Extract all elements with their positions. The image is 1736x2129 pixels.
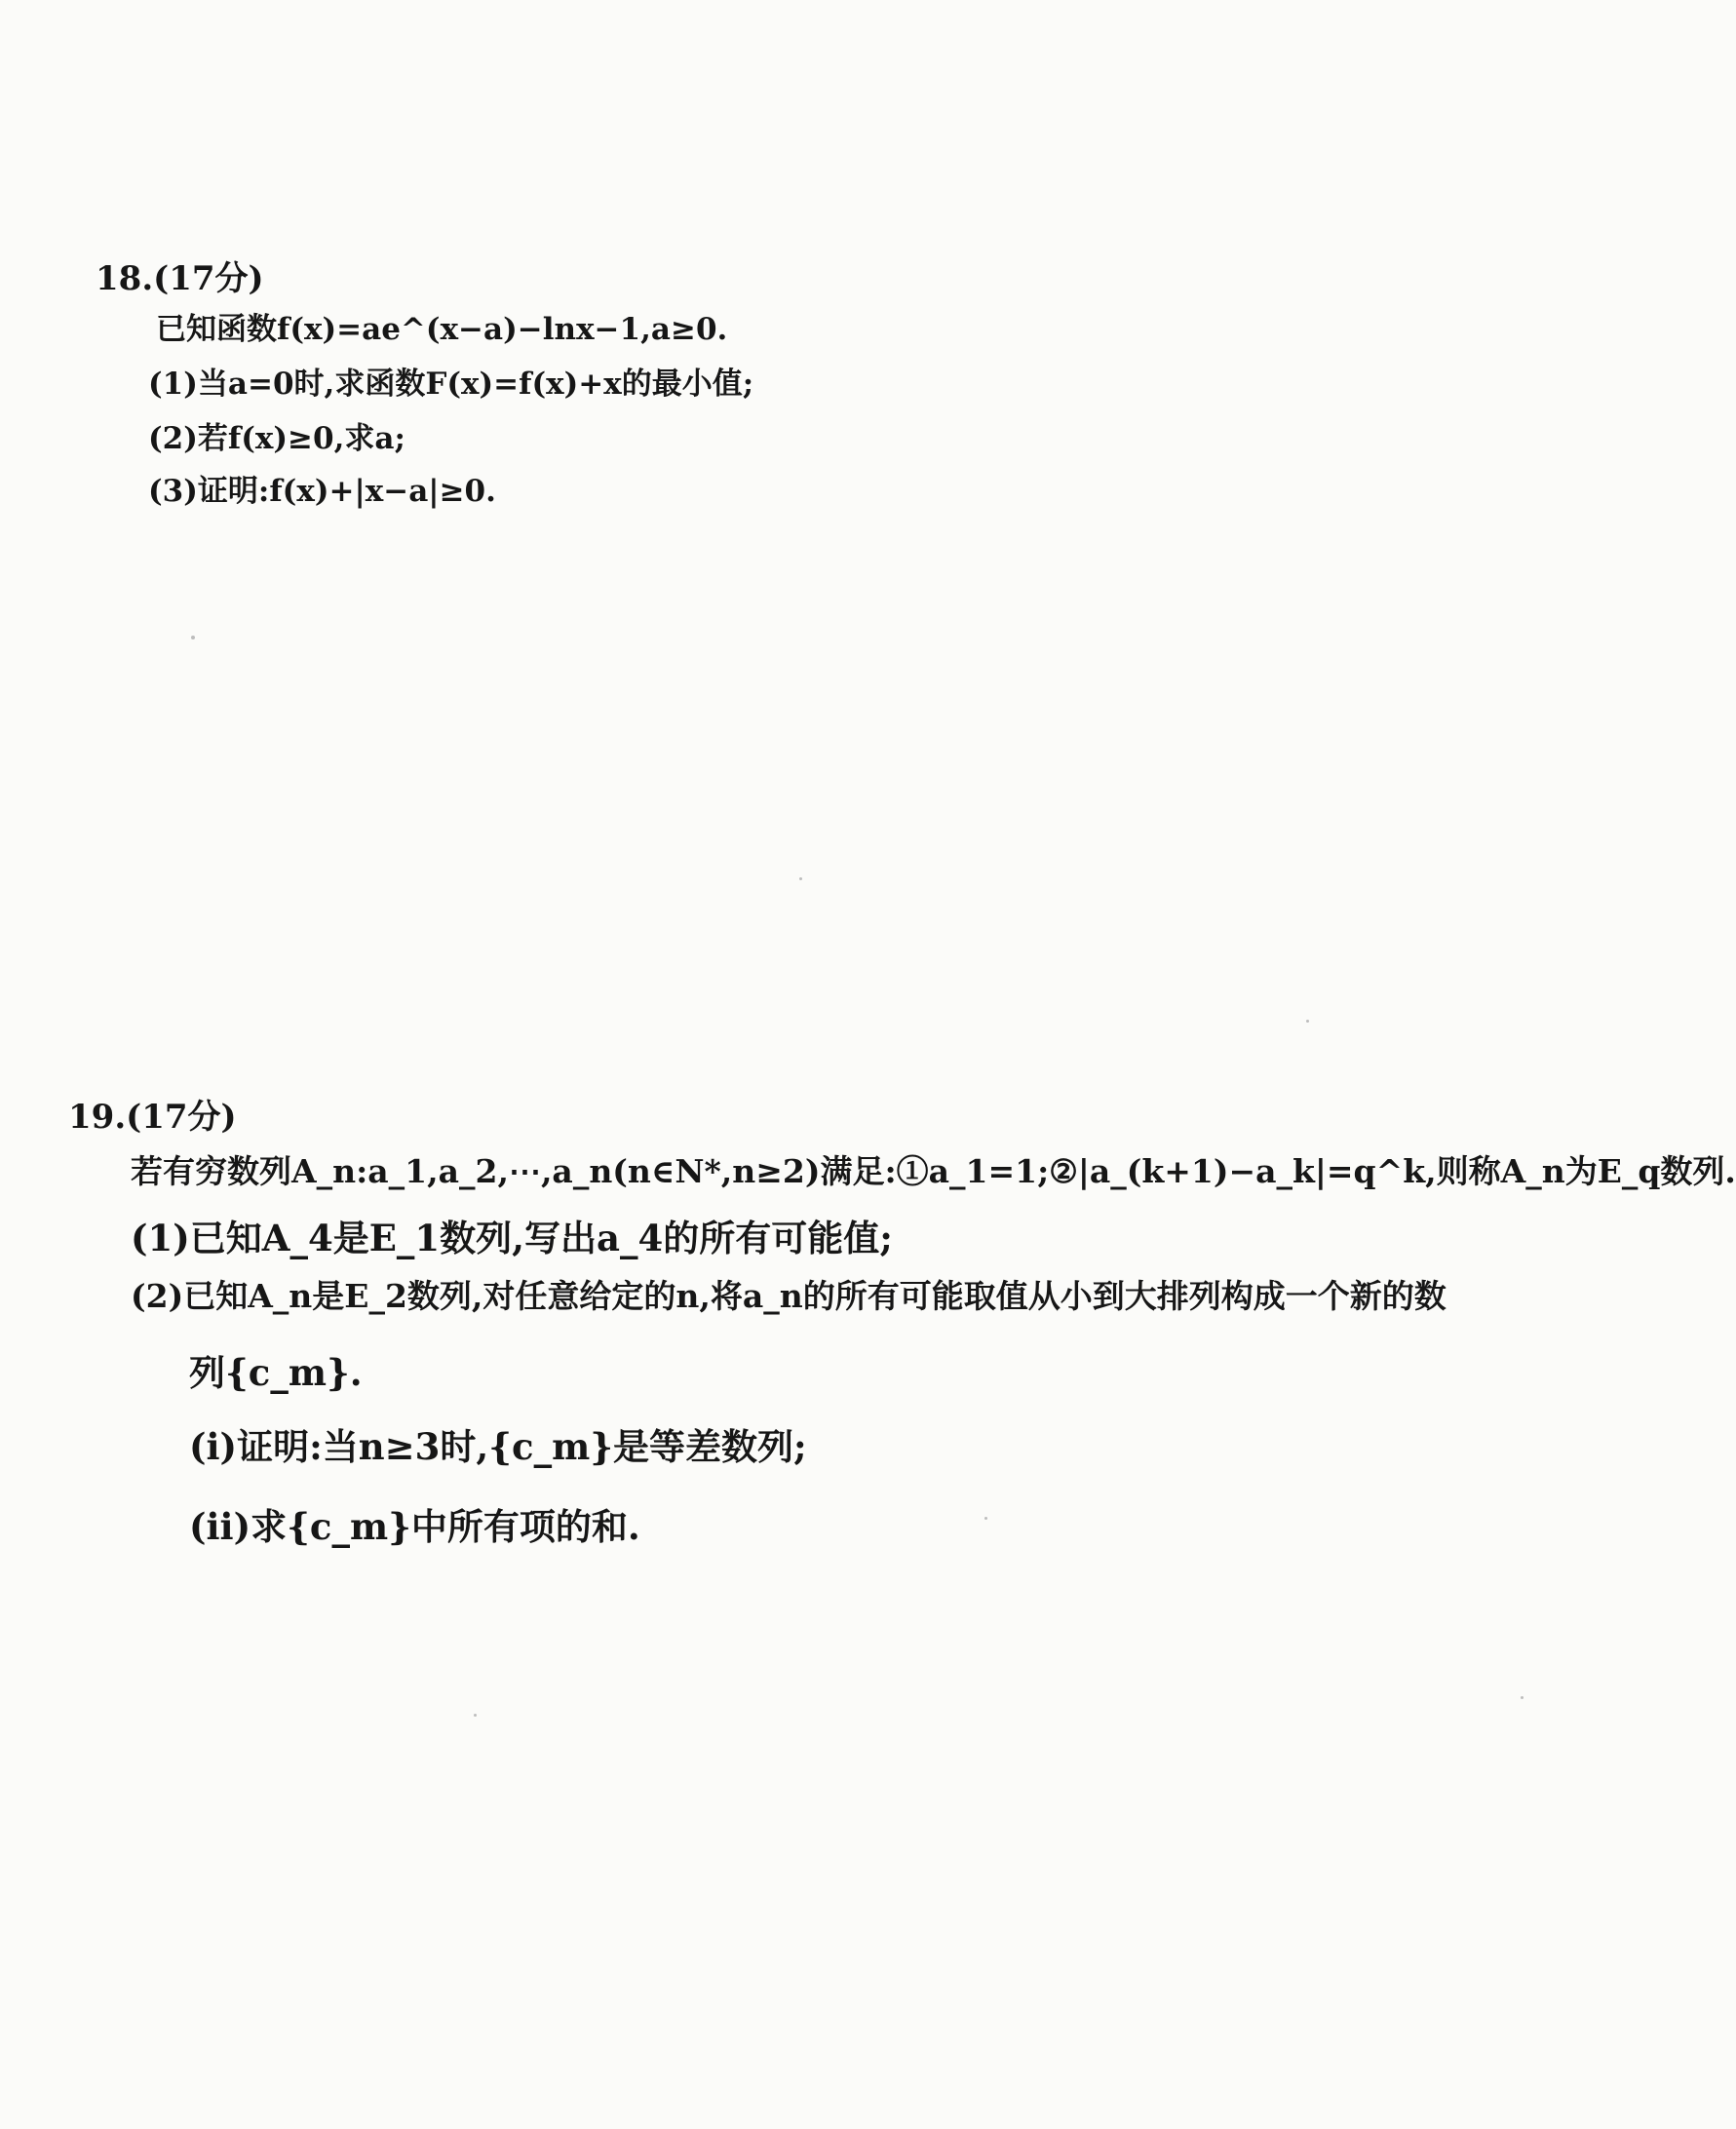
problem-19-part-2: (2)已知A_n是E_2数列,对任意给定的n,将a_n的所有可能取值从小到大排列构成一个新的数 (131, 1277, 1447, 1315)
problem-19-part-2-ii: (ii)求{c_m}中所有项的和. (189, 1505, 640, 1548)
problem-18-score: (17分) (153, 259, 264, 298)
problem-19-part-2-cont: 列{c_m}. (189, 1351, 363, 1394)
problem-18-part-3: (3)证明:f(x)+|x−a|≥0. (148, 474, 496, 509)
scan-speck (799, 877, 802, 880)
problem-19-number: 19. (68, 1098, 127, 1137)
problem-18-part-2: (2)若f(x)≥0,求a; (148, 421, 405, 456)
scan-speck (984, 1517, 987, 1520)
problem-19-part-1: (1)已知A_4是E_1数列,写出a_4的所有可能值; (131, 1217, 893, 1259)
problem-18-part-1: (1)当a=0时,求函数F(x)=f(x)+x的最小值; (148, 367, 754, 402)
scan-speck (474, 1714, 477, 1717)
problem-19-part-2-i: (i)证明:当n≥3时,{c_m}是等差数列; (189, 1425, 807, 1468)
problem-18-stem: 已知函数f(x)=ae^(x−a)−lnx−1,a≥0. (156, 312, 728, 347)
problem-19-heading (68, 1090, 237, 1138)
problem-19-score: (17分) (126, 1098, 237, 1137)
scan-speck (191, 636, 195, 639)
scan-speck (1306, 1020, 1309, 1023)
problem-18-number: 18. (96, 259, 154, 298)
scan-speck (1521, 1696, 1524, 1699)
problem-19-stem: 若有穷数列A_n:a_1,a_2,⋯,a_n(n∈N*,n≥2)满足:①a_1=1;②|a_(k+1)−a_k|=q^k,则称A_n为E_q数列. (131, 1152, 1736, 1190)
problem-18-heading (96, 252, 264, 299)
